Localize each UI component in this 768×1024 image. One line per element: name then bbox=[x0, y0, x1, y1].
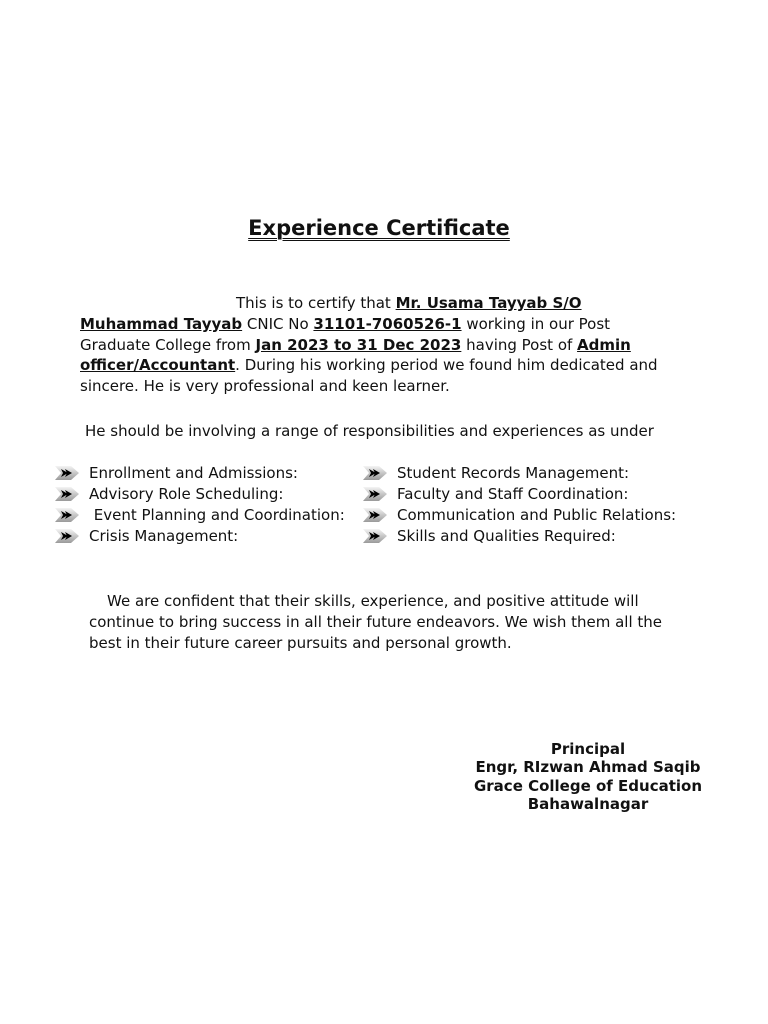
list-item-label: Crisis Management: bbox=[89, 526, 239, 545]
arrow-bullet-icon bbox=[54, 463, 80, 483]
list-item-label: Enrollment and Admissions: bbox=[89, 464, 298, 483]
arrow-bullet-icon bbox=[362, 484, 388, 504]
list-item-label: Skills and Qualities Required: bbox=[397, 526, 616, 545]
list-item-label: Event Planning and Coordination: bbox=[89, 505, 345, 524]
arrow-bullet-icon bbox=[54, 484, 80, 504]
list-item-label: Communication and Public Relations: bbox=[397, 505, 677, 524]
list-item bbox=[362, 525, 676, 546]
intro-text-3: working in our Post Graduate College from bbox=[80, 314, 611, 354]
responsibilities-column-right bbox=[362, 463, 676, 546]
intro-text-2: CNIC No bbox=[242, 314, 314, 333]
signature-city: Bahawalnagar bbox=[527, 794, 649, 813]
intro-paragraph bbox=[80, 293, 680, 397]
signature-title: Principal bbox=[550, 740, 626, 758]
cnic-number: 31101-7060526-1 bbox=[313, 314, 462, 333]
employment-period: Jan 2023 to 31 Dec 2023 bbox=[255, 335, 462, 354]
responsibilities-lead: He should be involving a range of responsibilities and experiences as under bbox=[85, 422, 654, 440]
responsibilities-column-left bbox=[54, 463, 345, 546]
list-item bbox=[362, 463, 676, 484]
closing-paragraph: We are confident that their skills, experience, and positive attitude will continue to bring success in all their future endeavors. We wish them all the best in their future career pursuits and personal growth. bbox=[89, 592, 663, 652]
list-item-label: Faculty and Staff Coordination: bbox=[397, 485, 629, 504]
arrow-bullet-icon bbox=[362, 526, 388, 546]
list-item-label: Advisory Role Scheduling: bbox=[89, 485, 284, 504]
signature-block bbox=[460, 740, 716, 813]
list-item bbox=[54, 505, 345, 526]
signature-institution: Grace College of Education bbox=[473, 776, 703, 795]
document-title bbox=[0, 214, 758, 242]
list-item bbox=[54, 463, 345, 484]
job-post: Admin officer/Accountant bbox=[80, 335, 631, 375]
arrow-bullet-icon bbox=[362, 505, 388, 525]
arrow-bullet-icon bbox=[54, 505, 80, 525]
signature-name: Engr, RIzwan Ahmad Saqib bbox=[475, 758, 701, 777]
list-item bbox=[362, 484, 676, 505]
list-item bbox=[54, 484, 345, 505]
arrow-bullet-icon bbox=[54, 526, 80, 546]
arrow-bullet-icon bbox=[362, 463, 388, 483]
intro-text-4: having Post of bbox=[461, 335, 578, 354]
intro-text-1: This is to certify that bbox=[236, 294, 396, 312]
list-item-label: Student Records Management: bbox=[397, 464, 630, 483]
document-title-text: Experience Certificate bbox=[248, 216, 510, 240]
intro-text-5: . During his working period we found him dedicated and sincere. He is very professional and keen learner. bbox=[80, 356, 658, 396]
list-item bbox=[54, 525, 345, 546]
list-item bbox=[362, 505, 676, 526]
employee-name: Mr. Usama Tayyab S/O Muhammad Tayyab bbox=[80, 294, 582, 333]
responsibilities-list bbox=[54, 463, 734, 559]
